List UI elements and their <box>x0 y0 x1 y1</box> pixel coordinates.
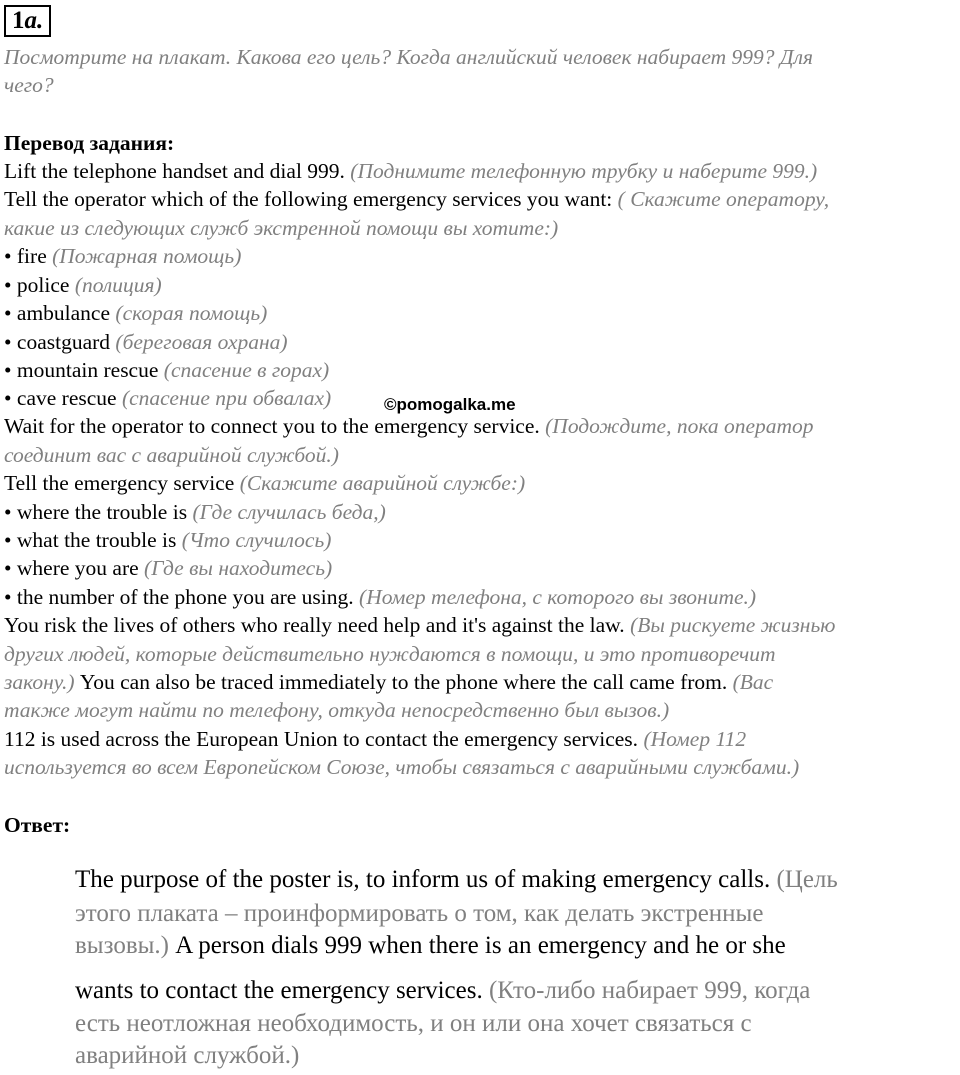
answer-heading: Ответ: <box>4 813 71 837</box>
ru-text: (Подождите, пока оператор <box>545 414 814 438</box>
answer-ru: (Цель <box>776 866 838 893</box>
text-line <box>4 185 956 214</box>
en-text: • the number of the phone you are using. <box>4 585 360 609</box>
ru-text: какие из следующих служб экстренной помощи вы хотите:) <box>4 216 559 240</box>
ru-text: (спасение при обвалах) <box>121 386 332 410</box>
answer-line-5 <box>75 1010 935 1038</box>
answer-line-2 <box>75 900 935 928</box>
text-line <box>4 725 956 754</box>
en-text: • ambulance <box>4 301 116 325</box>
text-line <box>4 696 956 725</box>
text-line <box>4 668 956 697</box>
translation-heading: Перевод задания: <box>4 131 175 155</box>
ru-text: (Поднимите телефонную трубку и наберите 999.) <box>350 159 818 183</box>
en-text: 112 is used across the European Union to contact the emergency services. <box>4 727 644 751</box>
list-item <box>4 498 956 527</box>
en-text: • police <box>4 273 75 297</box>
en-text: You can also be traced immediately to the phone where the call came from. <box>74 670 733 694</box>
answer-en: wants to contact the emergency services. <box>75 977 489 1004</box>
ru-text: соединит вас с аварийной службой.) <box>4 443 339 467</box>
ru-text: (береговая охрана) <box>115 330 288 354</box>
answer-ru: аварийной службой.) <box>75 1042 300 1069</box>
en-text: • where you are <box>4 556 145 580</box>
en-text: • mountain rescue <box>4 358 164 382</box>
list-item <box>4 583 956 612</box>
ru-text: (скорая помощь) <box>115 301 268 325</box>
en-text: • cave rescue <box>4 386 122 410</box>
list-item <box>4 554 956 583</box>
intro-line-2: чего? <box>4 73 54 97</box>
list-item <box>4 242 956 271</box>
en-text: Lift the telephone handset and dial 999. <box>4 159 351 183</box>
answer-line-1 <box>75 866 935 894</box>
list-item <box>4 356 956 385</box>
ru-text: (Номер телефона, с которого вы звоните.) <box>359 585 757 609</box>
en-text: • what the trouble is <box>4 528 182 552</box>
en-text: You risk the lives of others who really need help and it's against the law. <box>4 613 631 637</box>
ru-text: (Вы рискуете жизнью <box>630 613 836 637</box>
ru-text: (Где вы находитесь) <box>144 556 333 580</box>
ru-text: (Где случилась беда,) <box>192 500 386 524</box>
answer-ru: есть неотложная необходимость, и он или она хочет связаться с <box>75 1010 752 1037</box>
answer-line-4 <box>75 977 935 1005</box>
ru-text: используется во всем Европейском Союзе, чтобы связаться с аварийными службами.) <box>4 755 800 779</box>
ru-text: (Вас <box>732 670 774 694</box>
task-number-main: 1 <box>12 7 25 34</box>
en-text: • coastguard <box>4 330 116 354</box>
ru-text: также могут найти по телефону, откуда непосредственно был вызов.) <box>4 698 670 722</box>
ru-text: ( Скажите оператору, <box>617 187 830 211</box>
text-line <box>4 214 956 243</box>
watermark: ©pomogalka.me <box>384 395 516 414</box>
text-line <box>4 469 956 498</box>
answer-en: A person dials 999 when there is an emergency and he or she <box>175 932 786 959</box>
ru-text: (спасение в горах) <box>163 358 330 382</box>
list-item <box>4 271 956 300</box>
ru-text: (Пожарная помощь) <box>52 244 242 268</box>
ru-text: закону.) <box>4 670 75 694</box>
en-text: • fire <box>4 244 53 268</box>
answer-ru: (Кто-либо набирает 999, когда <box>488 977 811 1004</box>
task-number-suffix: a. <box>24 7 44 34</box>
list-item <box>4 328 956 357</box>
text-line <box>4 412 956 441</box>
text-line <box>4 441 956 470</box>
intro-line-1: Посмотрите на плакат. Какова его цель? Когда английский человек набирает 999? Для <box>4 45 813 69</box>
en-text: • where the trouble is <box>4 500 193 524</box>
en-text: Tell the operator which of the following emergency services you want: <box>4 187 618 211</box>
ru-text: других людей, которые действительно нуждаются в помощи, и это противоречит <box>4 642 776 666</box>
list-item <box>4 526 956 555</box>
answer-line-3 <box>75 932 935 960</box>
answer-line-6 <box>75 1042 935 1070</box>
ru-text: (Скажите аварийной службе:) <box>239 471 526 495</box>
ru-text: (Что случилось) <box>181 528 332 552</box>
task-number <box>4 5 51 37</box>
answer-ru: вызовы.) <box>75 932 176 959</box>
answer-ru: этого плаката – проинформировать о том, как делать экстренные <box>75 900 764 927</box>
ru-text: (полиция) <box>74 273 162 297</box>
text-line <box>4 753 956 782</box>
answer-en: The purpose of the poster is, to inform us of making emergency calls. <box>75 866 777 893</box>
text-line <box>4 157 956 186</box>
text-line <box>4 611 956 640</box>
text-line <box>4 640 956 669</box>
list-item <box>4 299 956 328</box>
ru-text: (Номер 112 <box>643 727 747 751</box>
en-text: Wait for the operator to connect you to the emergency service. <box>4 414 546 438</box>
en-text: Tell the emergency service <box>4 471 240 495</box>
